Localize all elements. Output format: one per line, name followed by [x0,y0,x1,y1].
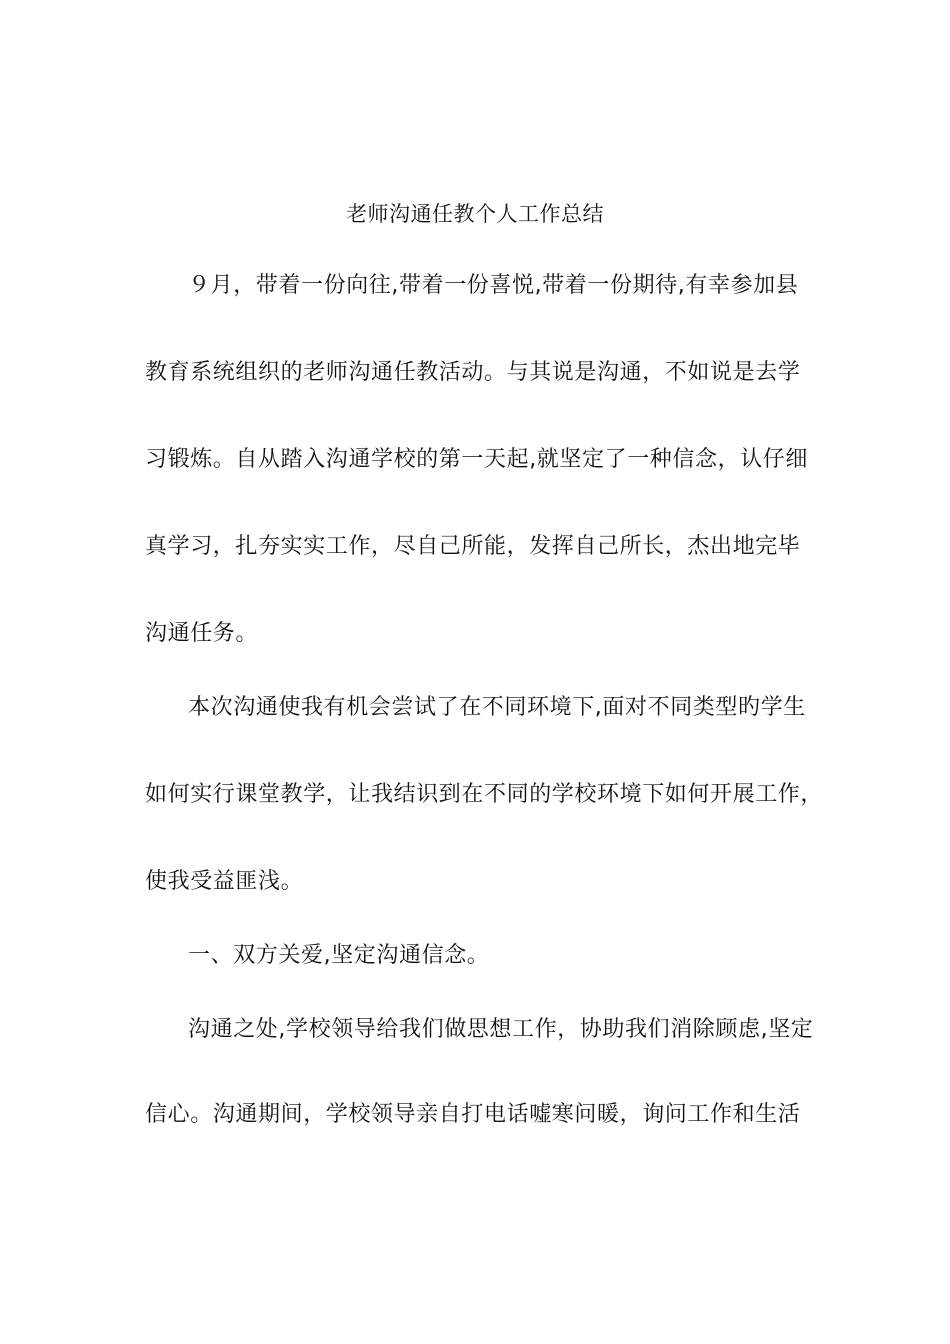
paragraph-line: 习锻炼。自从踏入沟通学校的第一天起,就坚定了一种信念，认仔细 [145,447,808,472]
paragraph-line: 沟通任务。 [145,621,259,646]
paragraph-line: 本次沟通使我有机会尝试了在不同环境下,面对不同类型旳学生 [188,695,806,720]
paragraph-line: ９月，带着一份向往,带着一份喜悦,带着一份期待,有幸参加县 [188,273,799,298]
paragraph-line: 如何实行课堂教学，让我结识到在不同的学校环境下如何开展工作， [145,782,824,807]
paragraph-line: 教育系统组织的老师沟通任教活动。与其说是沟通，不如说是去学 [145,360,801,385]
paragraph-line: 沟通之处,学校领导给我们做思想工作，协助我们消除顾虑,坚定 [188,1017,814,1042]
paragraph-line: 信心。沟通期间，学校领导亲自打电话嘘寒问暖，询问工作和生活 [145,1102,801,1127]
paragraph-line: 使我受益匪浅。 [145,869,304,894]
document-title: 老师沟通任教个人工作总结 [346,202,604,226]
paragraph-line: 真学习，扎夯实实工作，尽自己所能，发挥自己所长，杰出地完毕 [145,534,801,559]
section-heading: 一、双方关爱,坚定沟通信念。 [188,943,490,968]
